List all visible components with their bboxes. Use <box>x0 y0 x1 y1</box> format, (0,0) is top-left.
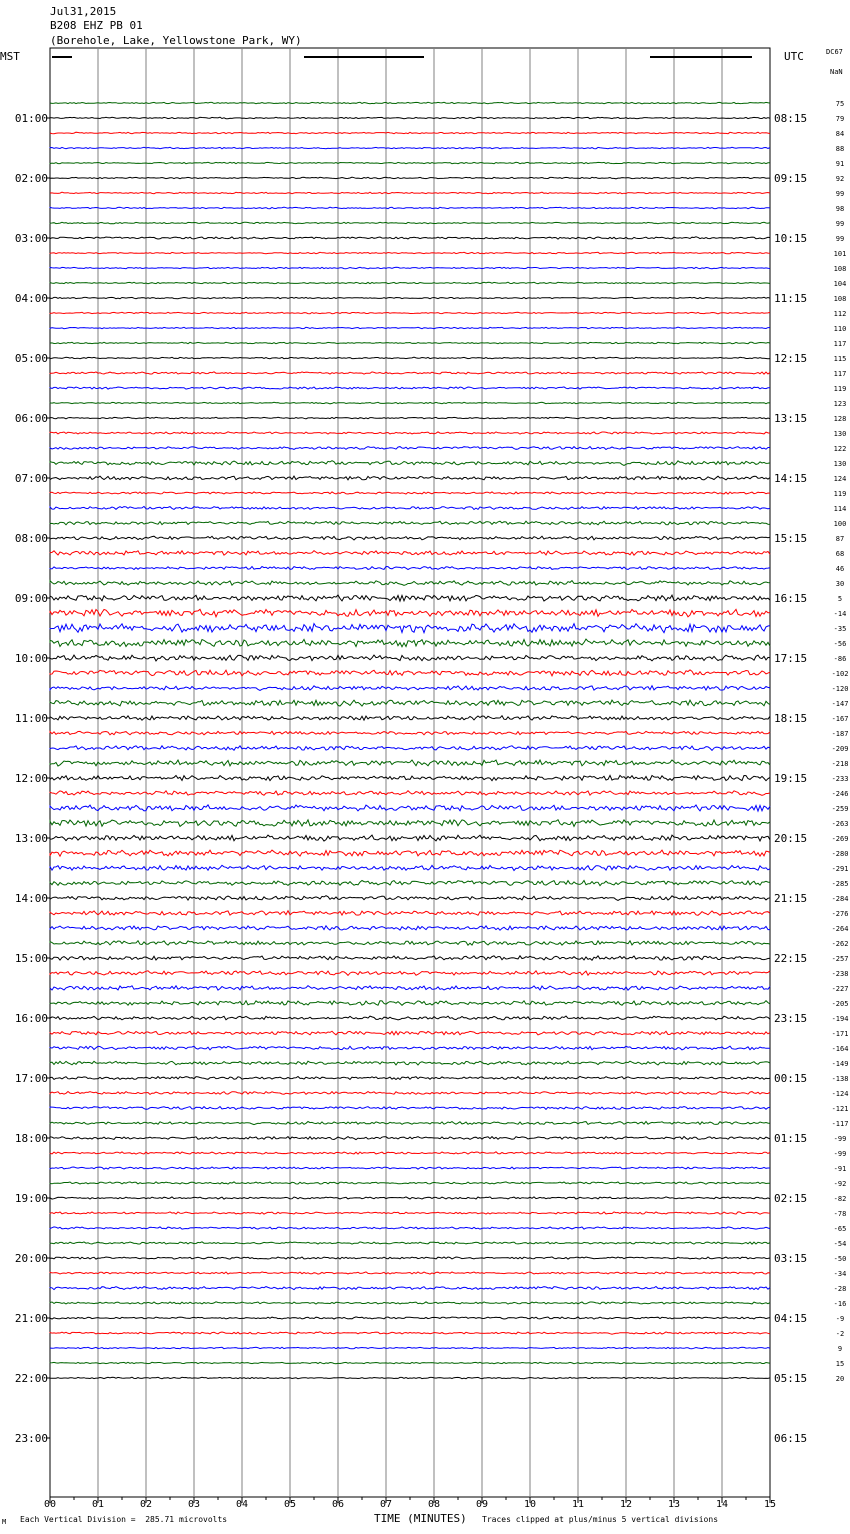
seismic-trace <box>50 387 770 389</box>
mst-hour-label: 02:00 <box>14 172 48 185</box>
mst-hour-label: 04:00 <box>14 292 48 305</box>
dc-offset-label: -99 <box>833 1150 847 1158</box>
seismic-trace <box>50 595 770 601</box>
utc-hour-label: 00:15 <box>774 1072 808 1085</box>
seismic-trace <box>50 775 770 780</box>
dc-offset-label: 108 <box>833 295 847 303</box>
seismic-trace <box>50 1046 770 1050</box>
dc-offset-label: -50 <box>833 1255 847 1263</box>
utc-hour-label: 13:15 <box>774 412 808 425</box>
seismic-trace <box>50 506 770 509</box>
x-tick-label: 07 <box>379 1499 393 1510</box>
dc-offset-label: 15 <box>835 1360 845 1368</box>
corner-mark: M <box>2 1518 7 1526</box>
seismic-trace <box>50 567 770 570</box>
dc-offset-label: -284 <box>831 895 849 903</box>
x-tick-label: 10 <box>523 1499 537 1510</box>
dc-offset-label: -28 <box>833 1285 847 1293</box>
seismic-trace <box>50 252 770 254</box>
dc-offset-label: 84 <box>835 130 845 138</box>
dc-offset-label: 130 <box>833 460 847 468</box>
dc-offset-label: -120 <box>831 685 849 693</box>
dc-offset-label: -246 <box>831 790 849 798</box>
dc-offset-label: -117 <box>831 1120 849 1128</box>
seismic-trace <box>50 820 770 827</box>
seismic-trace <box>50 881 770 886</box>
mst-hour-label: 17:00 <box>14 1072 48 1085</box>
seismic-trace <box>50 461 770 466</box>
dc-offset-label: 92 <box>835 175 845 183</box>
seismic-trace <box>50 700 770 706</box>
dc-offset-label: -262 <box>831 940 849 948</box>
seismic-trace <box>50 492 770 494</box>
seismic-trace <box>50 1332 770 1334</box>
dc-offset-label: 108 <box>833 265 847 273</box>
dc-offset-label: 9 <box>837 1345 843 1353</box>
dc-offset-label: -171 <box>831 1030 849 1038</box>
dc-offset-label: -167 <box>831 715 849 723</box>
dc-offset-label: 99 <box>835 220 845 228</box>
station-location: (Borehole, Lake, Yellowstone Park, WY) <box>50 34 302 47</box>
dc-offset-label: 79 <box>835 115 845 123</box>
seismic-trace <box>50 1182 770 1184</box>
seismic-trace <box>50 372 770 374</box>
seismic-trace <box>50 1317 770 1319</box>
x-tick-label: 13 <box>667 1499 681 1510</box>
utc-hour-label: 15:15 <box>774 532 808 545</box>
dc-offset-label: -99 <box>833 1135 847 1143</box>
dc-offset-label: -285 <box>831 880 849 888</box>
seismic-trace <box>50 1076 770 1079</box>
utc-axis-label: UTC <box>784 50 804 63</box>
utc-hour-label: 06:15 <box>774 1432 808 1445</box>
utc-hour-label: 17:15 <box>774 652 808 665</box>
utc-hour-label: 01:15 <box>774 1132 808 1145</box>
seismic-trace <box>50 1016 770 1020</box>
mst-hour-label: 03:00 <box>14 232 48 245</box>
seismic-trace <box>50 1061 770 1065</box>
dc-offset-label: -91 <box>833 1165 847 1173</box>
dc-offset-label: -147 <box>831 700 849 708</box>
seismic-trace <box>50 716 770 721</box>
utc-hour-label: 09:15 <box>774 172 808 185</box>
seismic-trace <box>50 1272 770 1274</box>
dc-offset-label: -86 <box>833 655 847 663</box>
utc-hour-label: 19:15 <box>774 772 808 785</box>
dc-offset-label: -14 <box>833 610 847 618</box>
dc-offset-label: 68 <box>835 550 845 558</box>
seismic-trace <box>50 267 770 269</box>
seismic-trace <box>50 222 770 224</box>
seismic-trace <box>50 162 770 163</box>
seismic-trace <box>50 117 770 119</box>
dc-offset-label: -233 <box>831 775 849 783</box>
dc-offset-label: 117 <box>833 340 847 348</box>
seismic-trace <box>50 896 770 901</box>
mst-hour-label: 21:00 <box>14 1312 48 1325</box>
seismic-trace <box>50 417 770 419</box>
dc-offset-label: 117 <box>833 370 847 378</box>
dc-offset-label: 110 <box>833 325 847 333</box>
dc-offset-label: 87 <box>835 535 845 543</box>
seismic-trace <box>50 1001 770 1006</box>
seismic-trace <box>50 655 770 661</box>
dc-offset-label: -34 <box>833 1270 847 1278</box>
dc-offset-label: 99 <box>835 235 845 243</box>
dc-offset-label: -2 <box>835 1330 845 1338</box>
dc-offset-label: -65 <box>833 1225 847 1233</box>
dc-offset-label: -257 <box>831 955 849 963</box>
seismic-trace <box>50 1031 770 1035</box>
seismic-trace <box>50 835 770 841</box>
seismic-trace <box>50 1197 770 1199</box>
x-tick-label: 02 <box>139 1499 153 1510</box>
mst-hour-label: 18:00 <box>14 1132 48 1145</box>
dc-offset-label: -92 <box>833 1180 847 1188</box>
dc-offset-label: 88 <box>835 145 845 153</box>
dc-offset-label: -227 <box>831 985 849 993</box>
seismic-trace <box>50 1167 770 1169</box>
seismic-trace <box>50 1122 770 1125</box>
seismic-trace <box>50 911 770 916</box>
seismic-trace <box>50 686 770 691</box>
dc-offset-label: -124 <box>831 1090 849 1098</box>
utc-hour-label: 23:15 <box>774 1012 808 1025</box>
seismic-trace <box>50 551 770 556</box>
dc-offset-label: -259 <box>831 805 849 813</box>
dc-offset-label: -164 <box>831 1045 849 1053</box>
seismic-trace <box>50 1347 770 1349</box>
dc-offset-label: 98 <box>835 205 845 213</box>
dc-offset-label: -291 <box>831 865 849 873</box>
seismic-trace <box>50 192 770 194</box>
seismic-trace <box>50 1107 770 1110</box>
seismic-trace <box>50 1302 770 1304</box>
dc-offset-label: -35 <box>833 625 847 633</box>
dc-offset-label: -78 <box>833 1210 847 1218</box>
mst-hour-label: 20:00 <box>14 1252 48 1265</box>
dc-offset-label: -16 <box>833 1300 847 1308</box>
dc-text: DC <box>826 48 835 56</box>
seismic-trace <box>50 791 770 796</box>
mst-axis-label: MST <box>0 50 20 63</box>
dc-offset-label: 99 <box>835 190 845 198</box>
utc-hour-label: 22:15 <box>774 952 808 965</box>
dc-offset-label: 128 <box>833 415 847 423</box>
dc-offset-label: 75 <box>835 100 845 108</box>
dc-offset-label: 124 <box>833 475 847 483</box>
dc-offset-label: -121 <box>831 1105 849 1113</box>
seismic-trace <box>50 805 770 811</box>
dc-offset-label: 46 <box>835 565 845 573</box>
seismic-trace <box>50 971 770 976</box>
dc-offset-label: 123 <box>833 400 847 408</box>
dc-offset-label: 20 <box>835 1375 845 1383</box>
utc-hour-label: 14:15 <box>774 472 808 485</box>
x-tick-label: 08 <box>427 1499 441 1510</box>
dc-offset-label: 100 <box>833 520 847 528</box>
dc-offset-label: -102 <box>831 670 849 678</box>
seismic-trace <box>50 956 770 960</box>
x-tick-label: 03 <box>187 1499 201 1510</box>
dc-offset-label: 119 <box>833 490 847 498</box>
dc-offset-label: 104 <box>833 280 847 288</box>
dc-offset-label: -280 <box>831 850 849 858</box>
x-tick-label: 11 <box>571 1499 585 1510</box>
x-axis-title: TIME (MINUTES) <box>374 1512 467 1525</box>
utc-hour-label: 03:15 <box>774 1252 808 1265</box>
mst-hour-label: 19:00 <box>14 1192 48 1205</box>
seismic-trace <box>50 297 770 298</box>
dc-offset-label: -56 <box>833 640 847 648</box>
utc-hour-label: 16:15 <box>774 592 808 605</box>
dc-first-value: 67 <box>834 48 843 56</box>
dc-offset-label: -218 <box>831 760 849 768</box>
seismic-trace <box>50 402 770 404</box>
dc-offset-label: 5 <box>837 595 843 603</box>
seismic-trace <box>50 476 770 480</box>
dc-offset-label: -194 <box>831 1015 849 1023</box>
dc-offset-label: 130 <box>833 430 847 438</box>
mst-hour-label: 22:00 <box>14 1372 48 1385</box>
utc-hour-label: 18:15 <box>774 712 808 725</box>
plot-frame <box>50 48 770 1497</box>
dc-offset-label: 122 <box>833 445 847 453</box>
seismic-trace <box>50 1257 770 1259</box>
x-tick-label: 04 <box>235 1499 249 1510</box>
seismic-trace <box>50 850 770 856</box>
mst-hour-label: 06:00 <box>14 412 48 425</box>
mst-hour-label: 15:00 <box>14 952 48 965</box>
dc-offset-label: -187 <box>831 730 849 738</box>
utc-hour-label: 08:15 <box>774 112 808 125</box>
mst-hour-label: 05:00 <box>14 352 48 365</box>
seismic-trace <box>50 581 770 586</box>
mst-hour-label: 12:00 <box>14 772 48 785</box>
x-tick-label: 09 <box>475 1499 489 1510</box>
seismic-trace <box>50 1287 770 1290</box>
mst-hour-label: 01:00 <box>14 112 48 125</box>
seismic-trace <box>50 1377 770 1379</box>
seismic-trace <box>50 731 770 735</box>
seismic-trace <box>50 865 770 870</box>
x-tick-label: 15 <box>763 1499 777 1510</box>
x-tick-label: 05 <box>283 1499 297 1510</box>
utc-hour-label: 02:15 <box>774 1192 808 1205</box>
dc-offset-label: -264 <box>831 925 849 933</box>
seismic-trace <box>50 926 770 930</box>
dc-offset-label: 115 <box>833 355 847 363</box>
dc-offset-label: -238 <box>831 970 849 978</box>
dc-offset-label: -263 <box>831 820 849 828</box>
utc-hour-label: 20:15 <box>774 832 808 845</box>
seismic-trace <box>50 447 770 450</box>
seismic-trace <box>50 760 770 766</box>
seismic-trace <box>50 147 770 149</box>
seismic-trace <box>50 207 770 209</box>
mst-hour-label: 10:00 <box>14 652 48 665</box>
seismic-trace <box>50 327 770 329</box>
seismic-trace <box>50 237 770 239</box>
x-tick-label: 01 <box>91 1499 105 1510</box>
utc-hour-label: 05:15 <box>774 1372 808 1385</box>
dc-offset-label: -82 <box>833 1195 847 1203</box>
seismic-trace <box>50 536 770 540</box>
dc-offset-label: -9 <box>835 1315 845 1323</box>
seismic-trace <box>50 1227 770 1229</box>
mst-hour-label: 08:00 <box>14 532 48 545</box>
seismic-trace <box>50 521 770 525</box>
dc-offset-label: -149 <box>831 1060 849 1068</box>
seismic-trace <box>50 624 770 633</box>
seismic-trace <box>50 1137 770 1140</box>
seismic-trace <box>50 1092 770 1095</box>
seismic-trace <box>50 1152 770 1154</box>
x-tick-label: 14 <box>715 1499 729 1510</box>
dc-offset-label: -138 <box>831 1075 849 1083</box>
dc-offset-label: 91 <box>835 160 845 168</box>
nan-label: NaN <box>830 68 843 76</box>
seismic-trace <box>50 986 770 991</box>
seismic-trace <box>50 312 770 314</box>
seismic-trace <box>50 746 770 751</box>
x-tick-label: 06 <box>331 1499 345 1510</box>
dc-offset-label: -276 <box>831 910 849 918</box>
seismic-trace <box>50 432 770 434</box>
mst-hour-label: 13:00 <box>14 832 48 845</box>
seismic-trace <box>50 670 770 676</box>
seismic-trace <box>50 102 770 104</box>
seismic-trace <box>50 1362 770 1363</box>
dc-offset-label: -209 <box>831 745 849 753</box>
mst-hour-label: 11:00 <box>14 712 48 725</box>
scale-note: Each Vertical Division = 285.71 microvolts <box>20 1515 228 1524</box>
station-code: B208 EHZ PB 01 <box>50 19 143 32</box>
mst-hour-label: 14:00 <box>14 892 48 905</box>
chart-date: Jul31,2015 <box>50 5 117 18</box>
clip-note: Traces clipped at plus/minus 5 vertical divisions <box>482 1515 719 1524</box>
mst-hour-label: 07:00 <box>14 472 48 485</box>
utc-hour-label: 21:15 <box>774 892 808 905</box>
mst-hour-label: 23:00 <box>14 1432 48 1445</box>
mst-hour-label: 09:00 <box>14 592 48 605</box>
seismic-trace <box>50 1242 770 1244</box>
seismic-trace <box>50 609 770 617</box>
seismic-trace <box>50 342 770 343</box>
seismic-trace <box>50 357 770 359</box>
seismic-trace <box>50 177 770 179</box>
seismic-trace <box>50 639 770 647</box>
utc-hour-label: 11:15 <box>774 292 808 305</box>
dc-offset-label: 101 <box>833 250 847 258</box>
dc-offset-label: 112 <box>833 310 847 318</box>
dc-offset-label: 119 <box>833 385 847 393</box>
x-tick-label: 00 <box>43 1499 57 1510</box>
seismic-trace <box>50 282 770 284</box>
dc-offset-label: 30 <box>835 580 845 588</box>
dc-offset-label: -269 <box>831 835 849 843</box>
utc-hour-label: 10:15 <box>774 232 808 245</box>
x-tick-label: 12 <box>619 1499 633 1510</box>
utc-hour-label: 04:15 <box>774 1312 808 1325</box>
dc-offset-label: 114 <box>833 505 847 513</box>
seismic-trace <box>50 1212 770 1214</box>
dc-offset-label: -205 <box>831 1000 849 1008</box>
seismic-trace <box>50 132 770 134</box>
dc-offset-label: -54 <box>833 1240 847 1248</box>
utc-hour-label: 12:15 <box>774 352 808 365</box>
mst-hour-label: 16:00 <box>14 1012 48 1025</box>
seismic-trace <box>50 941 770 946</box>
